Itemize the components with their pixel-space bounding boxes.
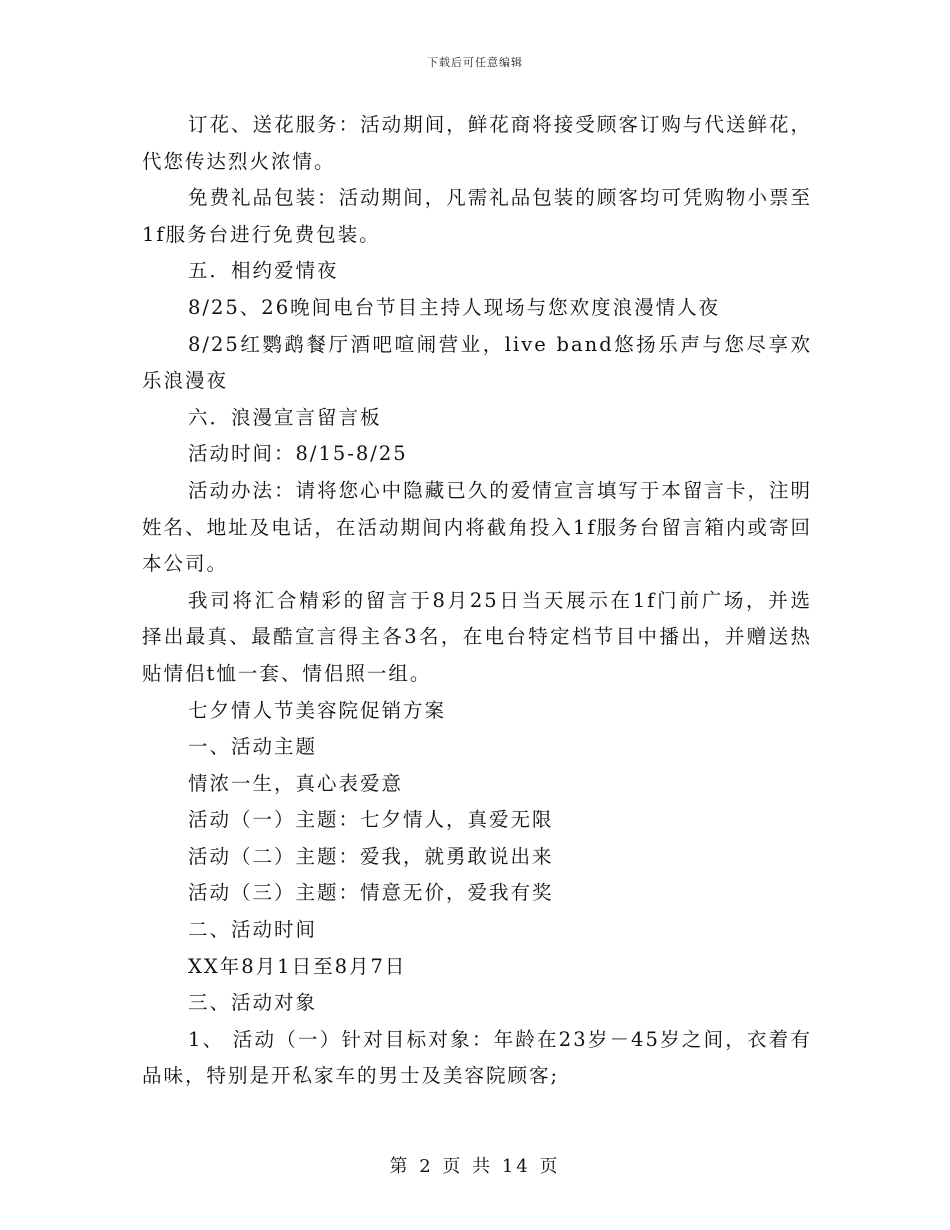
page-header: 下载后可任意编辑 bbox=[427, 56, 523, 69]
page-footer: 第 2 页 共 14 页 bbox=[389, 1156, 561, 1177]
paragraph-theme-one: 活动（一）主题：七夕情人，真爱无限 bbox=[188, 808, 554, 832]
document-subtitle: 七夕情人节美容院促销方案 bbox=[188, 698, 447, 722]
section-heading-theme: 一、活动主题 bbox=[188, 735, 318, 759]
section-heading-time: 二、活动时间 bbox=[188, 918, 318, 942]
document-body bbox=[142, 107, 812, 1095]
paragraph-live-band: 8/25红鹦鹉餐厅酒吧喧闹营业，live band悠扬乐声与您尽享欢乐浪漫夜 bbox=[142, 332, 812, 393]
paragraph-radio-host: 8/25、26晚间电台节目主持人现场与您欢度浪漫情人夜 bbox=[188, 295, 721, 319]
section-heading-message-board: 六．浪漫宣言留言板 bbox=[188, 405, 382, 429]
paragraph-message-display: 我司将汇合精彩的留言于8月25日当天展示在1f门前广场，并选择出最真、最酷宣言得主各3名，在电台特定档节目中播出，并赠送热贴情侣t恤一套、情侣照一组。 bbox=[142, 588, 812, 685]
paragraph-flower-service: 订花、送花服务：活动期间，鲜花商将接受顾客订购与代送鲜花，代您传达烈火浓情。 bbox=[142, 113, 812, 173]
paragraph-gift-wrapping: 免费礼品包装：活动期间，凡需礼品包装的顾客均可凭购物小票至1f服务台进行免费包装。 bbox=[142, 186, 812, 246]
paragraph-target-audience: 1、 活动（一）针对目标对象：年龄在23岁－45岁之间，衣着有品味，特别是开私家车的男士及美容院顾客; bbox=[142, 1027, 812, 1088]
paragraph-theme-three: 活动（三）主题：情意无价，爱我有奖 bbox=[188, 881, 554, 905]
paragraph-theme-two: 活动（二）主题：爱我，就勇敢说出来 bbox=[188, 844, 554, 868]
paragraph-activity-time: 活动时间：8/15-8/25 bbox=[188, 442, 408, 466]
paragraph-activity-method: 活动办法：请将您心中隐藏已久的爱情宣言填写于本留言卡，注明姓名、地址及电话，在活动期间内将截角投入1f服务台留言箱内或寄回本公司。 bbox=[142, 478, 812, 576]
paragraph-date-range: XX年8月1日至8月7日 bbox=[188, 954, 407, 978]
section-heading-audience: 三、活动对象 bbox=[188, 991, 318, 1015]
section-heading-love-night: 五．相约爱情夜 bbox=[188, 259, 339, 283]
paragraph-theme-slogan: 情浓一生，真心表爱意 bbox=[188, 771, 404, 795]
